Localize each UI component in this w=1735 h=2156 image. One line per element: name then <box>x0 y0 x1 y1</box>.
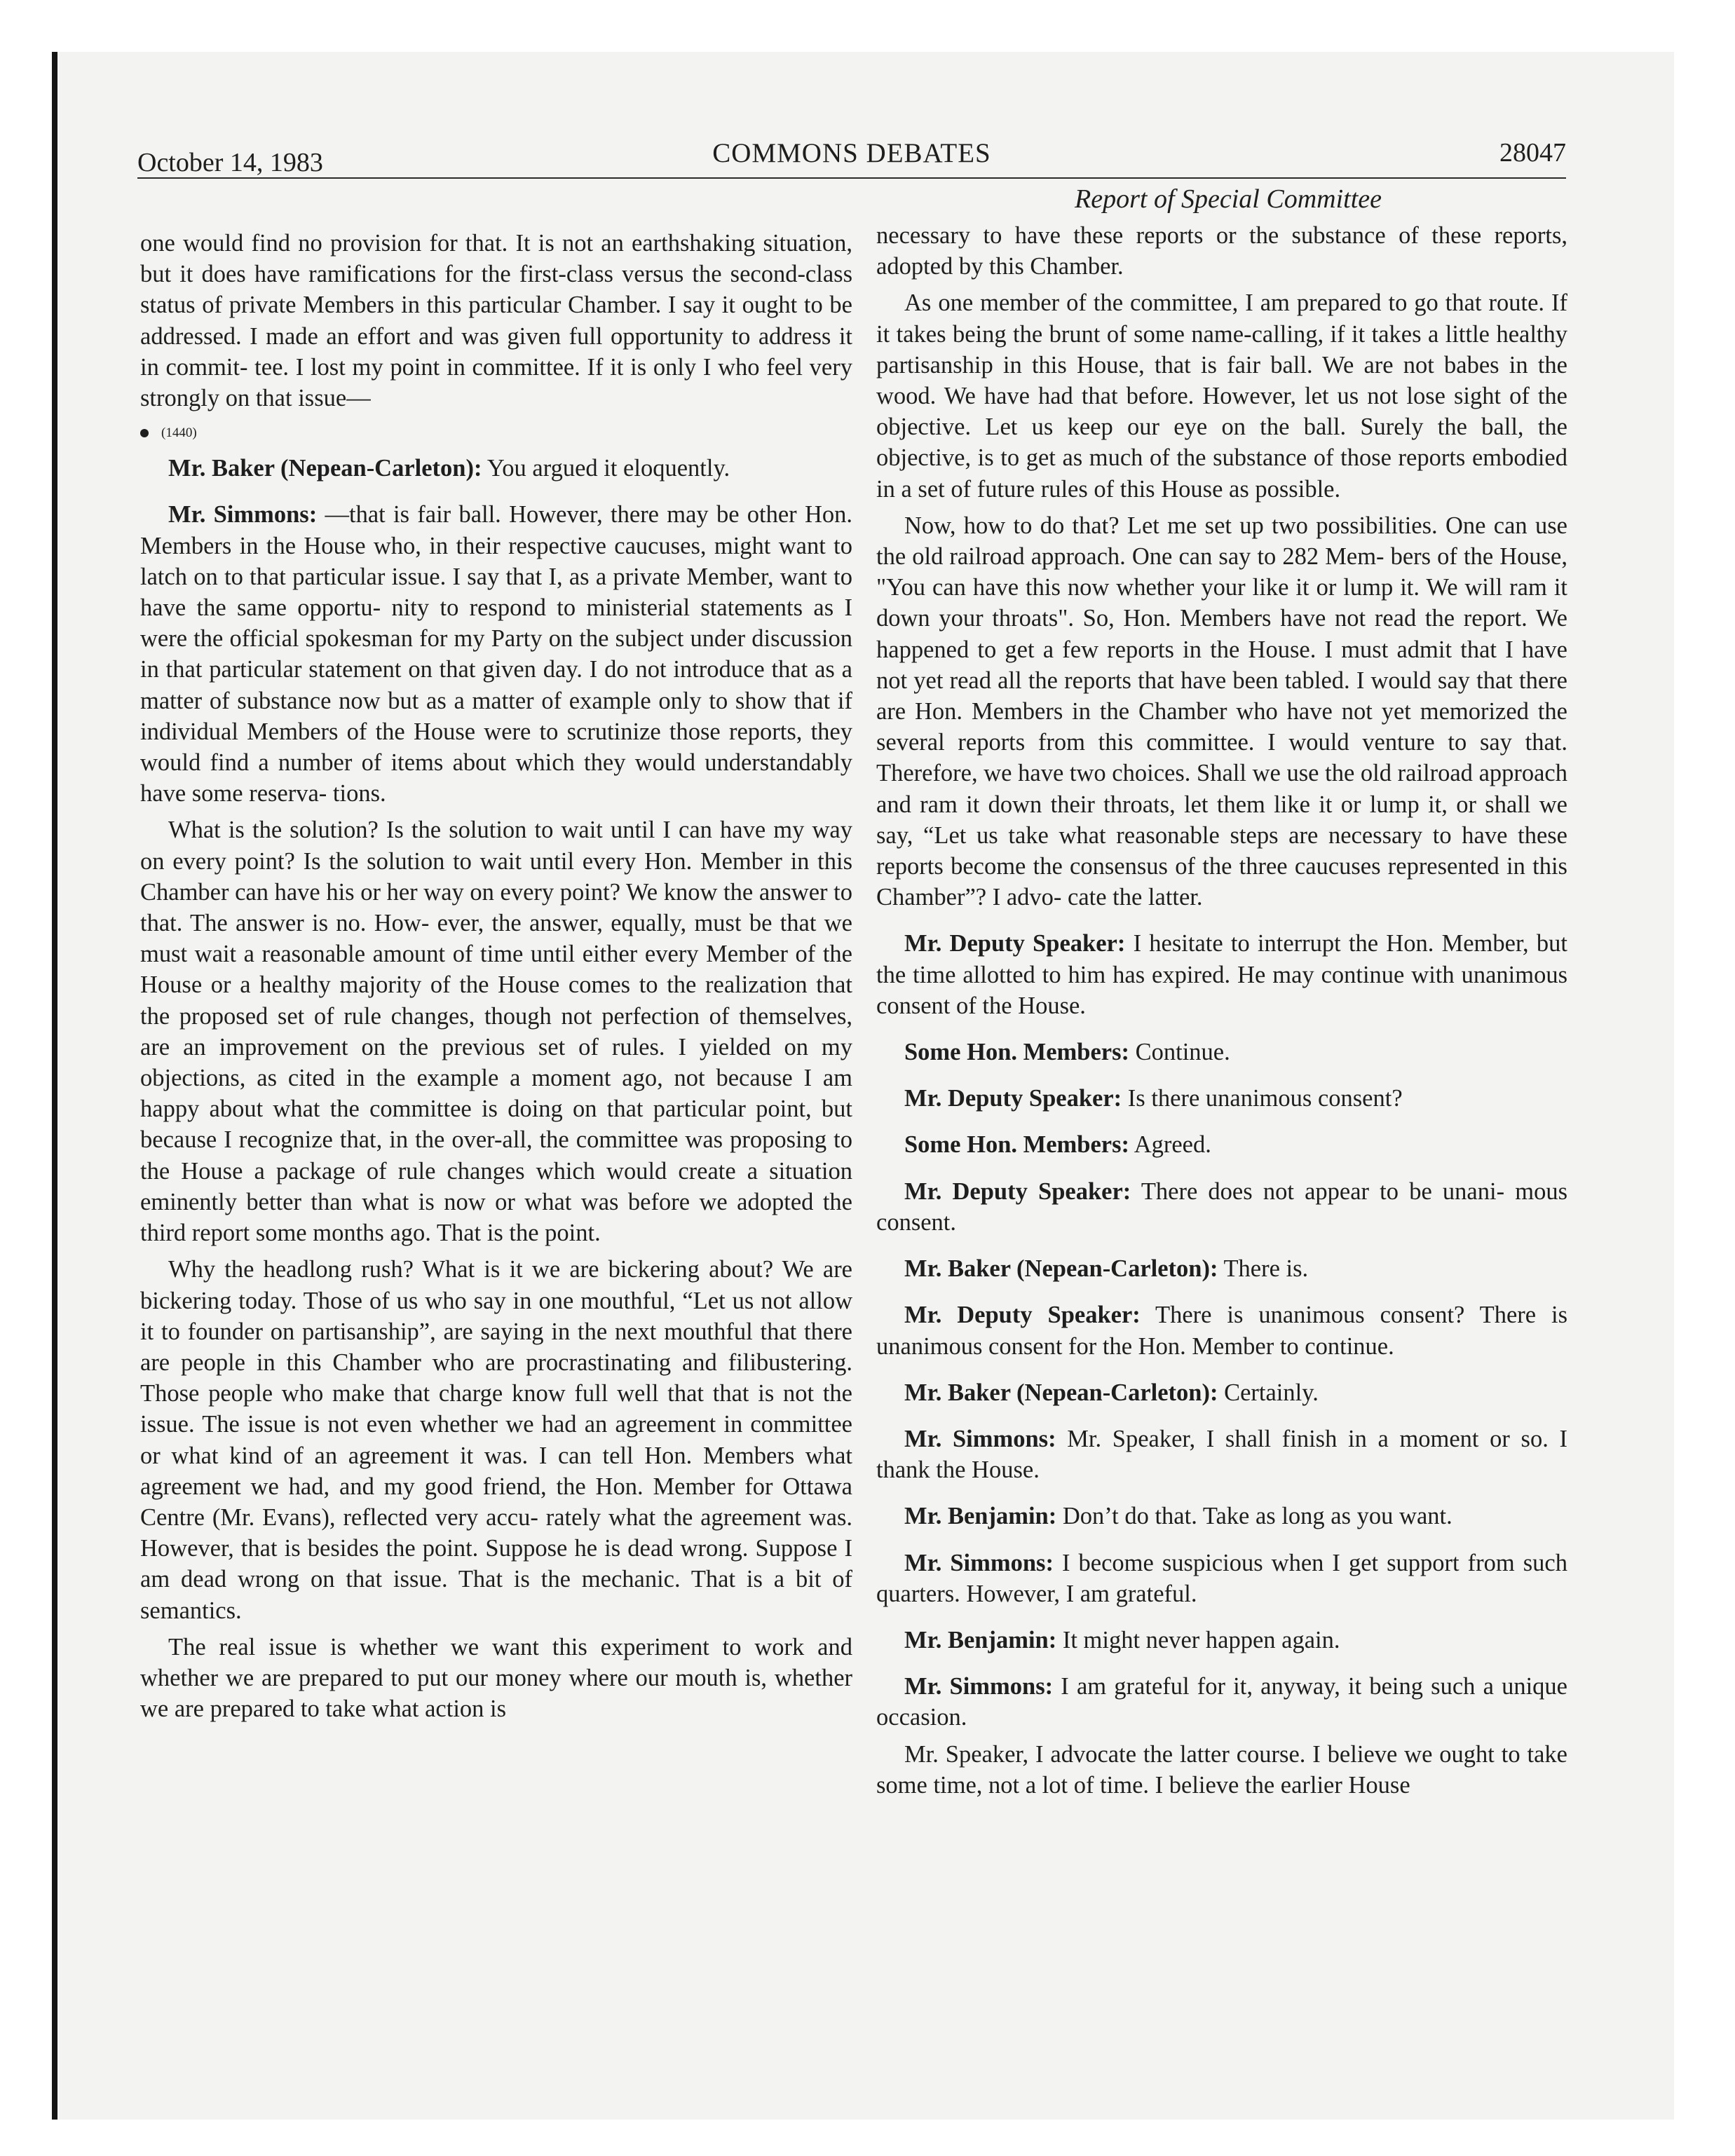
paragraph: one would find no provision for that. It is not an earthshaking situation, but it does have ramifications for the first-class versus the second-class status of private Members in this particular Chamber. I say it ought to be addressed. I made an effort and was given full opportunity to address it in commit- tee. I lost my point in committee. If it is only I who feel very strongly on that issue— <box>140 230 852 412</box>
speaker-name: Mr. Benjamin: <box>904 1626 1057 1653</box>
paragraph: Now, how to do that? Let me set up two possibilities. One can use the old railroad approach. One can say to 282 Mem- bers of the House, "You can have this now whether your like it or lump it. We will ram it down your throats". So, Hon. Members have not read the report. We happened to get a few reports in the House. I must admit that I have not yet read all the reports that have been tabled. I would say that there are Hon. Members in the Chamber who have not yet memorized the several reports from this committee. I would venture to say that. Therefore, we have two choices. Shall we use the old railroad approach and ram it down their throats, let them like it or lump it, or shall we say, “Let us take what reasonable steps are necessary to have these reports become the consensus of the three caucuses represented in this Chamber”? I advo- cate the latter. <box>876 512 1567 911</box>
speech-paragraph <box>140 499 852 809</box>
bullet-dot-icon <box>140 429 149 437</box>
speech-paragraph <box>140 453 852 484</box>
speech-paragraph <box>876 1083 1567 1114</box>
time-marker-label: (1440) <box>161 425 197 441</box>
paragraph: Why the headlong rush? What is it we are bickering about? We are bickering today. Those of us who say in one mouthful, “Let us not allow it to founder on partisanship”, are saying in the next mouthful that there are people in this Chamber who are procrastinating and filibustering. Those people who make that charge know full well that that is not the issue. The issue is not even whether we had an agreement in committee or what kind of an agreement it was. I can tell Hon. Members what agreement we had, and my good friend, the Hon. Member for Ottawa Centre (Mr. Evans), reflected very accu- rately what the agreement was. However, that is besides the point. Suppose he is dead wrong. Suppose I am dead wrong on that issue. That is the mechanic. That is a bit of semantics. <box>140 1256 852 1624</box>
header-rule <box>137 177 1566 179</box>
speaker-name: Mr. Simmons: <box>904 1425 1056 1452</box>
speaker-name: Mr. Deputy Speaker: <box>904 1178 1131 1205</box>
speech-text: Certainly. <box>1218 1379 1319 1406</box>
speech-paragraph <box>876 1548 1567 1609</box>
paragraph: The real issue is whether we want this experiment to work and whether we are prepared to put our money where our mouth is, whether we are prepared to take what action is <box>140 1633 852 1723</box>
speaker-name: Mr. Deputy Speaker: <box>904 930 1126 957</box>
paragraph: necessary to have these reports or the substance of these reports, adopted by this Chamber. <box>876 222 1567 280</box>
speaker-name: Mr. Baker (Nepean-Carleton): <box>168 455 482 482</box>
speech-paragraph <box>876 1501 1567 1531</box>
speech-paragraph <box>876 1377 1567 1408</box>
speech-text: There does not appear to be unani- mous consent. <box>876 1178 1567 1236</box>
speech-paragraph <box>876 1424 1567 1485</box>
speech-text: Don’t do that. Take as long as you want. <box>1056 1503 1452 1530</box>
speech-paragraph <box>876 1176 1567 1238</box>
speech-text: —that is fair ball. However, there may be other Hon. Members in the House who, in their respective caucuses, might want to latch on to that particular issue. I say that I, as a private Member, want to have the same opportu- nity to respond to ministerial statements as I were the official spokesman for my Party on the subject under discussion in that particular statement on that given day. I do not introduce that as a matter of substance now but as a matter of example only to show that if individual Members of the House were to scrutinize those reports, they would find a number of items about which they would understandably have some reserva- tions. <box>140 501 852 807</box>
speech-text: It might never happen again. <box>1056 1626 1340 1653</box>
speech-paragraph <box>876 1299 1567 1361</box>
speech-text: I am grateful for it, anyway, it being such a unique occasion. <box>876 1673 1567 1731</box>
time-marker <box>140 419 852 447</box>
speech-text: I become suspicious when I get support from such quarters. However, I am grateful. <box>876 1549 1567 1607</box>
speech-paragraph <box>876 1253 1567 1284</box>
speaker-name: Mr. Simmons: <box>904 1673 1054 1700</box>
speech-text: You argued it eloquently. <box>482 455 730 482</box>
speaker-name: Mr. Deputy Speaker: <box>904 1302 1141 1329</box>
speech-text: Agreed. <box>1129 1131 1211 1159</box>
speaker-name: Some Hon. Members: <box>904 1039 1129 1066</box>
speech-paragraph <box>876 928 1567 1021</box>
speech-paragraph <box>876 1625 1567 1656</box>
header-date: October 14, 1983 <box>137 148 323 177</box>
page-number: 28047 <box>1499 138 1566 168</box>
paragraph: What is the solution? Is the solution to wait until I can have my way on every point? Is the solution to wait until every Hon. Member in this Chamber can have his or her way on every point? We know the answer to that. The answer is no. How- ever, the answer, equally, must be that we must wait a reasonable amount of time until either every Member of the House or a healthy majority of the House comes to the realization that the proposed set of rule changes, though not perfection of themselves, are an improvement on the previous set of rules. I yielded on my objections, as cited in the example a moment ago, not because I am happy about what the committee is doing on that particular point, but because I recognize that, in the over-all, the committee was proposing to the House a package of rule changes which would create a situation eminently better than what is now or what was before we adopted the third report some months ago. That is the point. <box>140 817 852 1247</box>
speaker-name: Mr. Deputy Speaker: <box>904 1085 1122 1112</box>
speech-text: I hesitate to interrupt the Hon. Member, but the time allotted to him has expired. He may continue with unanimous consent of the House. <box>876 930 1567 1019</box>
paragraph: As one member of the committee, I am prepared to go that route. If it takes being the brunt of some name-calling, if it takes a little healthy partisanship in this House, that is fair ball. We are not babes in the wood. We have had that before. However, let us not lose sight of the objective. Let us keep our eye on the ball. Surely the ball, the objective, is to get as much of the substance of those reports embodied in a set of future rules of this House as possible. <box>876 289 1567 503</box>
speech-text: There is unanimous consent? There is unanimous consent for the Hon. Member to continue. <box>876 1302 1567 1360</box>
speech-paragraph <box>876 1129 1567 1160</box>
speech-text: Continue. <box>1129 1039 1230 1066</box>
header-title: COMMONS DEBATES <box>712 138 991 168</box>
speaker-name: Mr. Simmons: <box>904 1549 1054 1576</box>
speech-paragraph <box>876 1037 1567 1067</box>
speaker-name: Mr. Baker (Nepean-Carleton): <box>904 1255 1218 1283</box>
speaker-name: Mr. Simmons: <box>168 501 318 528</box>
paragraph: Mr. Speaker, I advocate the latter course. I believe we ought to take some time, not a lot of time. I believe the earlier House <box>876 1740 1567 1799</box>
speaker-name: Mr. Benjamin: <box>904 1503 1057 1530</box>
scan-edge-shadow <box>52 52 57 2120</box>
speech-paragraph <box>876 1671 1567 1733</box>
speech-text: Is there unanimous consent? <box>1122 1085 1403 1112</box>
speech-text: There is. <box>1218 1255 1309 1283</box>
speech-text: Mr. Speaker, I shall finish in a moment or so. I thank the House. <box>876 1425 1567 1484</box>
speaker-name: Mr. Baker (Nepean-Carleton): <box>904 1379 1218 1406</box>
running-head: Report of Special Committee <box>1075 184 1382 214</box>
page-header <box>137 137 1566 182</box>
left-column <box>140 228 852 1724</box>
speaker-name: Some Hon. Members: <box>904 1131 1129 1159</box>
right-column <box>876 220 1567 1801</box>
